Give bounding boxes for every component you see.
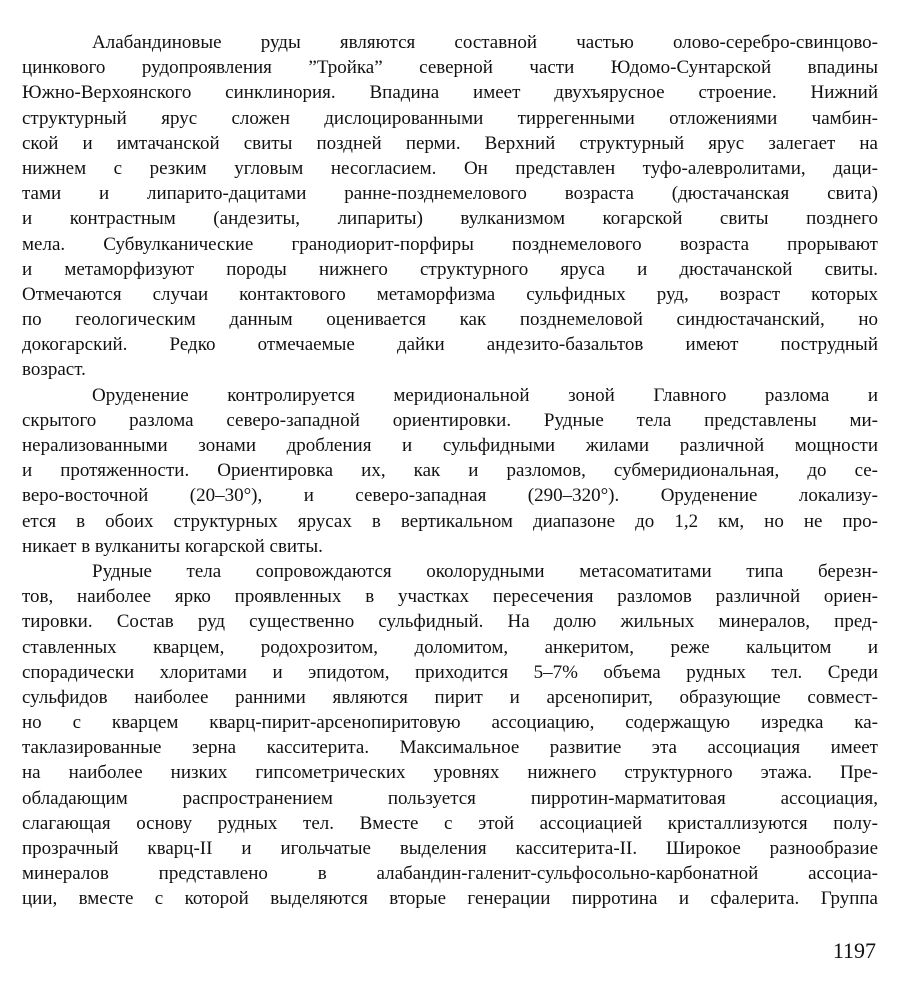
document-body: [22, 30, 878, 970]
text-line: возраст.: [22, 359, 86, 381]
text-line: слагающая основу рудных тел. Вместе с этой ассоциацией кристаллизуются полу-: [22, 812, 878, 834]
text-line: и метаморфизуют породы нижнего структурного яруса и дюстачанской свиты.: [22, 258, 878, 280]
text-line: таклазированные зерна касситерита. Максимальное развитие эта ассоциация имеет: [22, 737, 878, 759]
text-line: и протяженности. Ориентировка их, как и разломов, субмеридиональная, до се-: [22, 460, 878, 482]
text-line: скрытого разлома северо-западной ориентировки. Рудные тела представлены ми-: [22, 409, 878, 431]
text-line: минералов представлено в алабандин-галенит-сульфосольно-карбонатной ассоциа-: [22, 863, 878, 885]
text-line: Южно-Верхоянского синклинория. Впадина имеет двухъярусное строение. Нижний: [22, 82, 878, 104]
text-line: докогарский. Редко отмечаемые дайки андезито-базальтов имеют пострудный: [22, 334, 878, 356]
text-line: но с кварцем кварц-пирит-арсенопиритовую ассоциацию, содержащую изредка ка-: [22, 712, 878, 734]
text-line: на наиболее низких гипсометрических уровнях нижнего структурного этажа. Пре-: [22, 762, 878, 784]
page-number: 1197: [832, 938, 876, 963]
text-line: тировки. Состав руд существенно сульфидный. На долю жильных минералов, пред-: [22, 611, 878, 633]
text-line: Отмечаются случаи контактового метаморфизма сульфидных руд, возраст которых: [22, 283, 878, 305]
text-line: никает в вулканиты когарской свиты.: [22, 535, 323, 557]
text-line: и контрастным (андезиты, липариты) вулканизмом когарской свиты позднего: [22, 208, 878, 230]
text-line: Алабандиновые руды являются составной частью олово-серебро-свинцово-: [92, 32, 878, 53]
text-line: прозрачный кварц-II и игольчатые выделения касситерита-II. Широкое разнообразие: [22, 838, 878, 859]
text-line: Оруденение контролируется меридиональной зоной Главного разлома и: [92, 384, 878, 406]
text-line: ской и имтачанской свиты поздней перми. Верхний структурный ярус залегает на: [22, 132, 878, 154]
text-line: обладающим распространением пользуется пирротин-марматитовая ассоциация,: [22, 787, 878, 809]
paragraph: [22, 30, 878, 383]
text-line: по геологическим данным оценивается как позднемеловой синдюстачанский, но: [22, 309, 878, 331]
text-line: тами и липарито-дацитами ранне-позднемелового возраста (дюстачанская свита): [22, 183, 878, 205]
text-line: ставленных кварцем, родохрозитом, доломитом, анкеритом, реже кальцитом и: [22, 636, 878, 658]
text-line: тов, наиболее ярко проявленных в участках пересечения разломов различной ориен-: [22, 586, 878, 608]
text-line: ется в обоих структурных ярусах в вертикальном диапазоне до 1,2 км, но не про-: [22, 510, 878, 532]
paragraph: [22, 559, 878, 912]
text-line: нерализованными зонами дробления и сульфидными жилами различной мощности: [22, 435, 878, 456]
text-line: мела. Субвулканические гранодиорит-порфиры позднемелового возраста прорывают: [22, 233, 878, 255]
text-line: нижнем с резким угловым несогласием. Он представлен туфо-алевролитами, даци-: [22, 157, 878, 179]
text-line: сульфидов наиболее ранними являются пирит и арсенопирит, образующие совмест-: [22, 686, 878, 708]
paragraph: [22, 383, 878, 559]
text-line: спорадически хлоритами и эпидотом, приходится 5–7% объема рудных тел. Среди: [22, 661, 878, 683]
text-line: цинкового рудопроявления ”Тройка” северной части Юдомо-Сунтарской впадины: [22, 57, 878, 79]
text-line: ции, вместе с которой выделяются вторые генерации пирротина и сфалерита. Группа: [22, 888, 878, 910]
text-line: веро-восточной (20–30°), и северо-западная (290–320°). Оруденение локализу-: [22, 485, 878, 507]
text-line: структурный ярус сложен дислоцированными тиррегенными отложениями чамбин-: [22, 107, 878, 129]
text-line: Рудные тела сопровождаются околорудными метасоматитами типа березн-: [92, 560, 878, 582]
